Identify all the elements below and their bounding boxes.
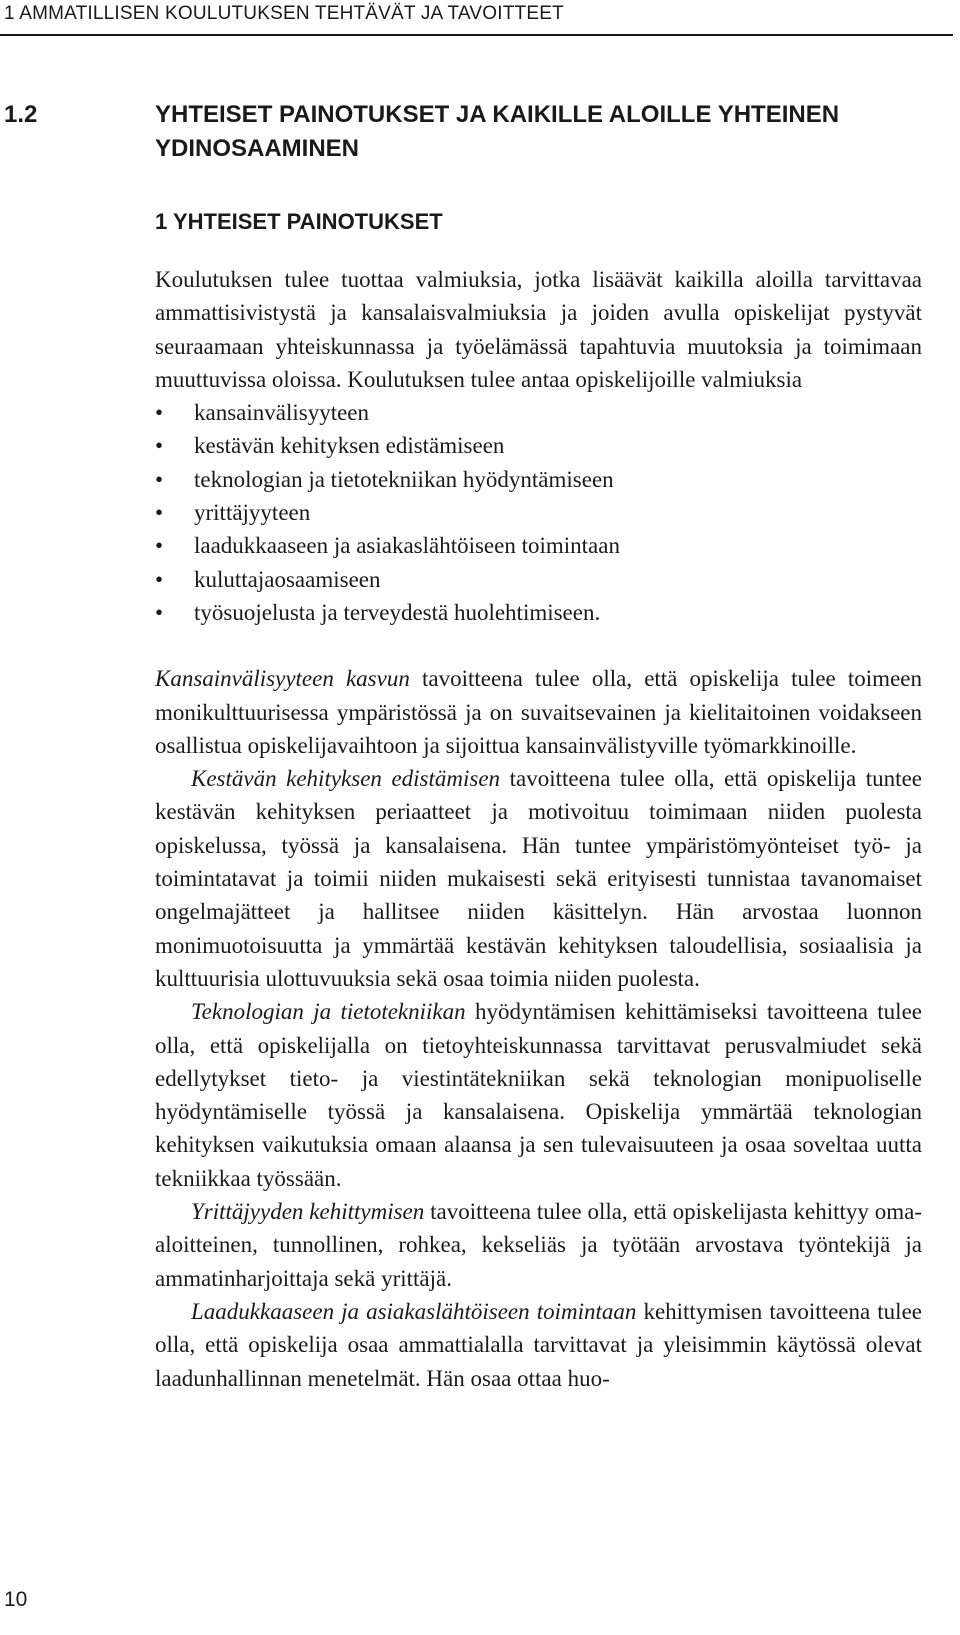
paragraph-term: Kansainvälisyyteen kasvun <box>155 666 410 692</box>
paragraph-text: hyödyntämisen kehittämiseksi tavoitteena tulee olla, että opiskelijalla on tietoyhteiskunnassa tarvittavat perusvalmiudet sekä edellytykset tieto- ja viestintätekniikan sekä teknologian monipuoliselle hyödyntämiselle työssä ja kansalaisena. Opiskelija ymmärtää teknologian kehityksen vaikutuksia omaan alaansa ja sen tulevaisuuteen ja osaa soveltaa uutta tekniikkaa työssään. <box>155 999 922 1191</box>
bullet-list <box>155 396 922 629</box>
bullet-item: • työsuojelusta ja terveydestä huolehtimiseen. <box>155 596 922 629</box>
bullet-item: • teknologian ja tietotekniikan hyödyntämiseen <box>155 463 922 496</box>
paragraph-term: Laadukkaaseen ja asiakaslähtöiseen toimintaan <box>191 1298 637 1324</box>
section-number: 1.2 <box>4 101 38 128</box>
paragraph-gap <box>155 629 922 662</box>
paragraph-term: Kestävän kehityksen edistämisen <box>191 766 501 792</box>
intro-paragraph: Koulutuksen tulee tuottaa valmiuksia, jotka lisäävät kaikilla aloilla tarvittavaa ammattisivistystä ja kansalaisvalmiuksia ja joiden avulla opiskelijat pystyvät seuraamaan yhteiskunnassa ja työelämässä tapahtuvia muutoksia ja toimimaan muuttuvissa oloissa. Koulutuksen tulee antaa opiskelijoille valmiuksia <box>155 267 922 392</box>
section-title: YHTEISET PAINOTUKSET JA KAIKILLE ALOILLE YHTEINEN YDINOSAAMINEN <box>155 101 840 162</box>
paragraph-teknologia <box>155 995 922 1195</box>
header-rule <box>0 34 953 36</box>
paragraph-text: tavoitteena tulee olla, että opiskelija tulee toimeen monikulttuurisessa ympäristössä ja on suvaitsevainen ja kielitaitoinen voidakseen osallistua opiskelijavaihtoon ja sijoittua kansainvälistyville työmarkkinoille. <box>155 666 922 758</box>
running-head: 1 AMMATILLISEN KOULUTUKSEN TEHTÄVÄT JA TAVOITTEET <box>4 3 564 24</box>
paragraph-kestava-kehitys <box>155 762 922 995</box>
bullet-item: • yrittäjyyteen <box>155 496 922 529</box>
paragraph-kansainvalisyys <box>155 662 922 762</box>
page-number: 10 <box>4 1588 28 1611</box>
paragraph-laatu <box>155 1295 922 1395</box>
bullet-item: • kansainvälisyyteen <box>155 396 922 429</box>
subsection-title: 1 YHTEISET PAINOTUKSET <box>155 209 443 234</box>
paragraph-term: Teknologian ja tietotekniikan <box>191 999 466 1025</box>
paragraph-yrittajyys <box>155 1195 922 1295</box>
bullet-item: • laadukkaaseen ja asiakaslähtöiseen toimintaan <box>155 529 922 562</box>
paragraph-text: tavoitteena tulee olla, että opiskelijasta kehittyy oma-aloitteinen, tunnollinen, rohkea, kekseliäs ja työtään arvostava työntekijä ja ammatinharjoittaja sekä yrittäjä. <box>155 1199 922 1291</box>
bullet-item: • kuluttajaosaamiseen <box>155 563 922 596</box>
paragraph-text: tavoitteena tulee olla, että opiskelija tuntee kestävän kehityksen periaatteet ja motivoituu toimimaan niiden puolesta opiskelussa, työssä ja kansalaisena. Hän tuntee ympäristömyönteiset työ- ja toimintatavat ja toimii niiden mukaisesti sekä erityisesti tunnistaa tavanomaiset ongelmajätteet ja hallitsee niiden käsittelyn. Hän arvostaa luonnon monimuotoisuutta ja ymmärtää kestävän kehityksen taloudellisia, sosiaalisia ja kulttuurisia ulottuvuuksia sekä osaa toimia niiden puolesta. <box>155 766 922 991</box>
paragraph-term: Yrittäjyyden kehittymisen <box>191 1199 425 1225</box>
bullet-item: • kestävän kehityksen edistämiseen <box>155 429 922 462</box>
body-text <box>155 263 922 1395</box>
paragraph-text: kehittymisen tavoitteena tulee olla, että opiskelija osaa ammattialalla tarvittavat ja yleisimmin käytössä olevat laadunhallinnan menetelmät. Hän osaa ottaa huo- <box>155 1298 922 1391</box>
